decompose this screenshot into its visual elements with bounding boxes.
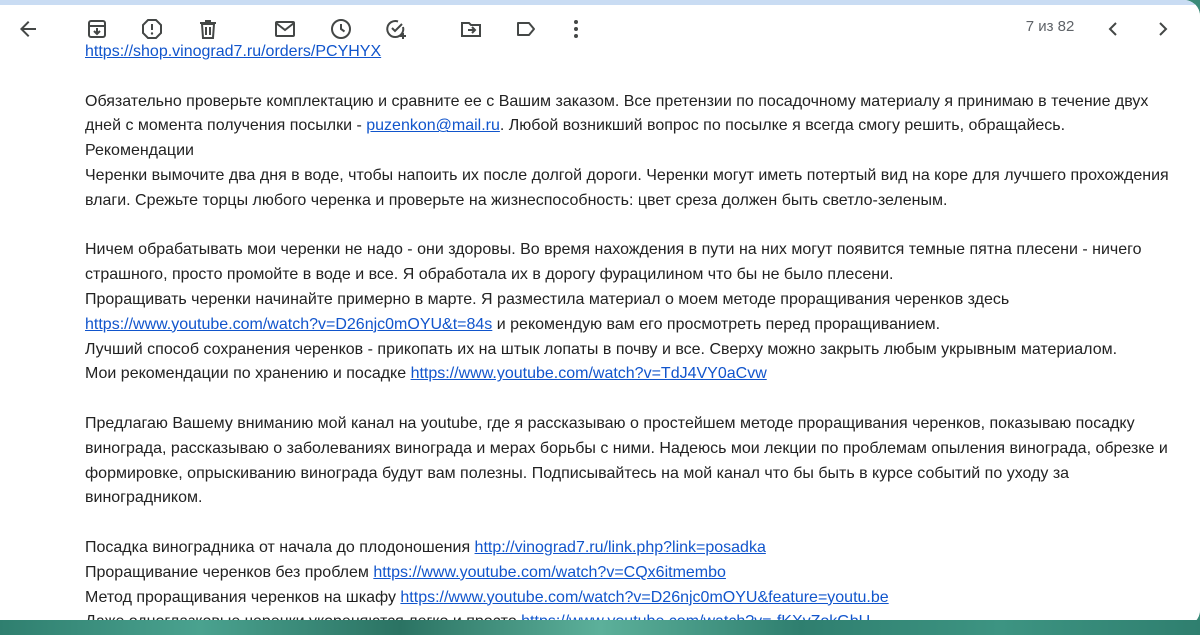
archive-icon <box>85 17 109 41</box>
mail-icon <box>273 17 297 41</box>
link-sprouting[interactable]: https://www.youtube.com/watch?v=CQx6itmembo <box>373 563 726 581</box>
report-icon <box>140 17 164 41</box>
add-task-icon <box>384 17 408 41</box>
list-item: Метод проращивания черенков на шкафу https://www.youtube.com/watch?v=D26njc0mOYU&feature=youtu.be <box>85 588 889 606</box>
link-posadka[interactable]: http://vinograd7.ru/link.php?link=posadka <box>474 538 766 556</box>
email-address-link[interactable]: puzenkon@mail.ru <box>366 117 500 135</box>
sprouting-video-link[interactable]: https://www.youtube.com/watch?v=D26njc0mOYU&t=84s <box>85 315 493 333</box>
list-item: Проращивание черенков без проблем https://www.youtube.com/watch?v=CQx6itmembo <box>85 563 726 581</box>
scrollbar[interactable] <box>1184 51 1200 626</box>
clock-icon <box>329 17 353 41</box>
paragraph-recommendations: Мои рекомендации по хранению и посадке https://www.youtube.com/watch?v=TdJ4VY0aCvw <box>85 365 767 383</box>
arrow-back-icon <box>16 17 40 41</box>
paragraph-treatment: Ничем обрабатывать мои черенки не надо - они здоровы. Во время нахождения в пути на них могут появится темные пятна плесени - ничего страшного, просто промойте в воде и все. Я обработала их в дорогу фурацилином что бы не было плесени. <box>85 241 1142 284</box>
pager-count: 7 из 82 <box>1025 18 1075 35</box>
email-body <box>85 40 1175 626</box>
link-shelf-method[interactable]: https://www.youtube.com/watch?v=D26njc0mOYU&feature=youtu.be <box>400 588 889 606</box>
list-item: Посадка виноградника от начала до плодоношения http://vinograd7.ru/link.php?link=posadka <box>85 538 766 556</box>
more-vert-icon <box>564 17 588 41</box>
desktop-background <box>0 620 1200 635</box>
chevron-right-icon <box>1151 17 1175 41</box>
paragraph-check: Обязательно проверьте комплектацию и сравните ее с Вашим заказом. Все претензии по посадочному материалу я принимаю в течение двух дней с момента получения посылки - puzenkon@mail.ru. Любой возникший вопрос по посылке я всегда смогу решить, обращайесь. <box>85 92 1149 135</box>
paragraph-sprouting: Проращивать черенки начинайте примерно в марте. Я разместила материал о моем методе проращивания черенков здесь https://www.youtube.com/watch?v=D26njc0mOYU&t=84s и рекомендую вам его просмотреть перед проращиванием. <box>85 290 1010 333</box>
move-to-icon <box>459 17 483 41</box>
chevron-left-icon <box>1101 17 1125 41</box>
trash-icon <box>196 17 220 41</box>
order-link[interactable]: https://shop.vinograd7.ru/orders/PCYHYX <box>85 43 382 60</box>
back-button[interactable] <box>12 13 44 45</box>
paragraph-soak: Черенки вымочите два дня в воде, чтобы напоить их после долгой дороги. Черенки могут иметь потертый вид на коре для лучшего прохождения влаги. Срежьте торцы любого черенка и проверьте на жизнеспособность: цвет среза должен быть светло-зеленым. <box>85 166 1169 209</box>
storage-video-link[interactable]: https://www.youtube.com/watch?v=TdJ4VY0aCvw <box>410 365 767 383</box>
paragraph-channel: Предлагаю Вашему вниманию мой канал на youtube, где я рассказываю о простейшем методе проращивания черенков, показываю посадку винограда, рассказываю о заболеваниях винограда и мерах борьбы с ними. Надеюсь мои лекции по проблемам опыления винограда, обрезке и формировке, опрыскиванию винограда будут вам полезны. Подписывайтесь на мой канал что бы быть в курсе событий по уходу за виноградником. <box>85 414 1168 507</box>
label-icon <box>514 17 538 41</box>
recommendations-title: Рекомендации <box>85 142 194 160</box>
paragraph-storage: Лучший способ сохранения черенков - прикопать их на штык лопаты в почву и все. Сверху можно закрыть любым укрывным материалом. <box>85 340 1118 358</box>
